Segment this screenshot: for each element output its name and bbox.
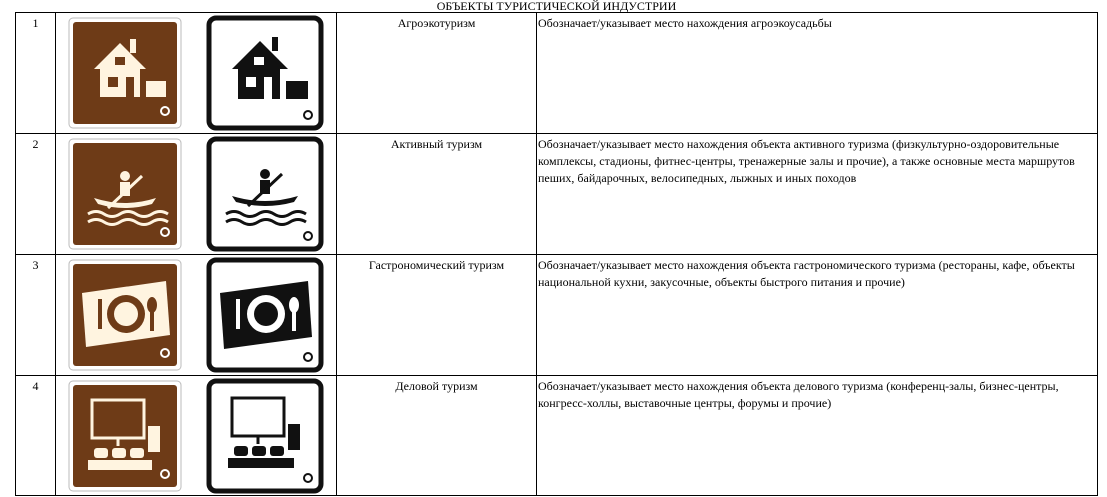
kayak-icon xyxy=(68,138,182,250)
sign-name: Гастрономический туризм xyxy=(337,255,537,376)
row-number: 2 xyxy=(16,134,56,255)
sign-images xyxy=(56,255,337,376)
farmhouse-icon xyxy=(206,15,324,131)
sign-images xyxy=(56,13,337,134)
table-row xyxy=(16,134,1098,255)
row-number: 1 xyxy=(16,13,56,134)
table-title: ОБЪЕКТЫ ТУРИСТИЧЕСКОЙ ИНДУСТРИИ xyxy=(15,0,1098,13)
sign-description: Обозначает/указывает место нахождения агроэкоусадьбы xyxy=(537,13,1098,134)
sign-description: Обозначает/указывает место нахождения объекта активного туризма (физкультурно-оздоровительные комплексы, стадионы, фитнес-центры, тренажерные залы и прочие), а также основные места маршрутов пеших, байдарочных, велосипедных, лыжных и иных походов xyxy=(537,134,1098,255)
table-row xyxy=(16,13,1098,134)
plate-cutlery-icon xyxy=(68,259,182,371)
conference-icon xyxy=(206,378,324,494)
plate-cutlery-icon xyxy=(206,257,324,373)
conference-icon xyxy=(68,380,182,492)
table-row xyxy=(16,255,1098,376)
sign-name: Активный туризм xyxy=(337,134,537,255)
sign-description: Обозначает/указывает место нахождения объекта делового туризма (конференц-залы, бизнес-центры, конгресс-холлы, выставочные центры, форумы и прочие) xyxy=(537,376,1098,496)
signs-table xyxy=(15,12,1098,496)
sign-images xyxy=(56,134,337,255)
sign-name: Агроэкотуризм xyxy=(337,13,537,134)
table-row xyxy=(16,376,1098,496)
row-number: 3 xyxy=(16,255,56,376)
kayak-icon xyxy=(206,136,324,252)
sign-name: Деловой туризм xyxy=(337,376,537,496)
farmhouse-icon xyxy=(68,17,182,129)
sign-description: Обозначает/указывает место нахождения объекта гастрономического туризма (рестораны, кафе, объекты национальной кухни, закусочные, объекты быстрого питания и прочие) xyxy=(537,255,1098,376)
row-number: 4 xyxy=(16,376,56,496)
sign-images xyxy=(56,376,337,496)
